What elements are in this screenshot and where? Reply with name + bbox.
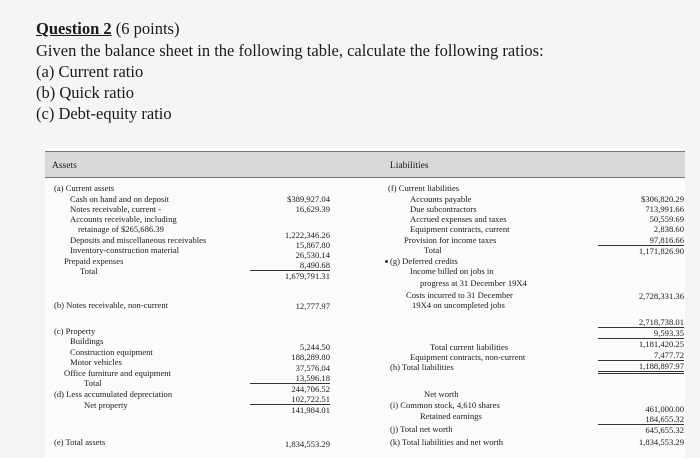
retainage-label: retainage of $265,686.39 — [78, 224, 164, 234]
net-property-value: 141,984.01 — [291, 405, 330, 415]
cash-value: $389,927.04 — [287, 194, 330, 204]
income-billed-label-2: progress at 31 December 19X4 — [420, 278, 527, 288]
total-net-worth-label: (j) Total net worth — [390, 424, 453, 434]
total-current-liabilities-label: Total current liabilities — [430, 342, 509, 352]
accrued-expenses-label: Accrued expenses and taxes — [410, 214, 507, 224]
construction-equipment-value: 5,244.50 — [299, 342, 330, 352]
total-assets-label: (e) Total assets — [54, 437, 106, 447]
question-prompt: Given the balance sheet in the following table, calculate the following ratios: — [36, 41, 544, 60]
property-total-value: 244,706.52 — [291, 384, 330, 394]
common-stock-label: (i) Common stock, 4,610 shares — [390, 400, 500, 410]
retained-earnings-label: Retained earnings — [420, 411, 482, 421]
total-liabilities-value: 1,188,897.97 — [598, 362, 684, 374]
prepaid-label: Prepaid expenses — [64, 256, 124, 266]
total-current-liabilities-value: 1,181,420.25 — [638, 339, 684, 349]
accounts-payable-value: $306,820.29 — [641, 194, 684, 204]
total-liabilities-net-worth-value: 1,834,553.29 — [638, 437, 684, 447]
deposits-label: Deposits and miscellaneous receivables — [70, 235, 207, 245]
assets-header: Assets — [52, 161, 77, 171]
question-points: (6 points) — [115, 19, 180, 38]
table-header-rule — [45, 177, 685, 178]
notes-receivable-label: Notes receivable, current - — [70, 204, 162, 214]
accounts-receivable-value: 1,222,346.26 — [284, 230, 330, 240]
current-assets-total-value: 1,679,791.31 — [284, 271, 330, 281]
accrued-expenses-value: 50,559.69 — [649, 214, 684, 224]
depreciation-label: (d) Less accumulated depreciation — [54, 389, 173, 399]
office-furniture-label: Office furniture and equipment — [64, 368, 171, 378]
inventory-label: Inventory-construction material — [70, 245, 180, 255]
ratio-item-debt-equity: (c) Debt-equity ratio — [36, 104, 172, 123]
retained-earnings-value: 184,655.32 — [598, 415, 684, 425]
ratio-item-quick: (b) Quick ratio — [36, 83, 135, 102]
inventory-value: 26,530.14 — [295, 250, 330, 260]
property-total-label: Total — [84, 378, 102, 388]
deferred-credits-title: (g) Deferred credits — [390, 256, 458, 266]
costs-incurred-label-2: 19X4 on uncompleted jobs — [412, 300, 505, 310]
deposits-value: 15,867.80 — [295, 240, 330, 250]
equipment-noncurrent-value: 7,477.72 — [598, 351, 684, 361]
motor-vehicles-label: Motor vehicles — [70, 357, 122, 367]
total-net-worth-value: 645,655.32 — [645, 425, 684, 435]
question-heading — [36, 19, 179, 39]
notes-noncurrent-value: 12,777.97 — [295, 301, 330, 311]
motor-vehicles-value: 188,289.80 — [291, 352, 330, 362]
costs-incurred-value: 2,718,738.01 — [598, 318, 684, 328]
due-subcontractors-value: 713,991.66 — [645, 204, 684, 214]
net-property-label: Net property — [84, 400, 128, 410]
current-liabilities-title: (f) Current liabilities — [388, 183, 460, 193]
ratio-item-current: (a) Current ratio — [36, 62, 144, 81]
construction-equipment-label: Construction equipment — [70, 347, 153, 357]
depreciation-value: 102,722.51 — [250, 395, 330, 405]
income-tax-provision-label: Provision for income taxes — [404, 235, 497, 245]
accounts-payable-label: Accounts payable — [410, 194, 472, 204]
cash-label: Cash on hand and on deposit — [70, 194, 170, 204]
total-liabilities-label: (h) Total liabilities — [390, 362, 454, 372]
notes-noncurrent-label: (b) Notes receivable, non-current — [54, 300, 169, 310]
question-title: Question 2 — [36, 19, 112, 38]
current-assets-total-label: Total — [80, 266, 98, 276]
buildings-label: Buildings — [70, 336, 104, 346]
common-stock-value: 461,000.00 — [645, 404, 684, 414]
income-tax-provision-value: 97,816.66 — [598, 236, 684, 246]
equipment-noncurrent-label: Equipment contracts, non-current — [410, 352, 526, 362]
office-furniture-value-2: 13,596.18 — [250, 374, 330, 384]
due-subcontractors-label: Due subcontractors — [410, 204, 477, 214]
total-assets-value: 1,834,553.29 — [284, 439, 330, 449]
prepaid-value: 8,490.68 — [250, 261, 330, 271]
income-billed-label: Income billed on jobs in — [410, 266, 494, 276]
office-furniture-value: 37,576.04 — [295, 363, 330, 373]
income-billed-value: 2,728,331.36 — [638, 291, 684, 301]
notes-receivable-value: 16,629.39 — [295, 204, 330, 214]
current-assets-title: (a) Current assets — [54, 183, 115, 193]
costs-incurred-label: Costs incurred to 31 December — [406, 290, 513, 300]
accounts-receivable-label: Accounts receivable, including — [70, 214, 177, 224]
current-liabilities-total-label: Total — [424, 245, 442, 255]
table-header-band — [45, 152, 685, 177]
equipment-contracts-label: Equipment contracts, current — [410, 224, 510, 234]
deferred-difference-value: 9,593.35 — [598, 329, 684, 339]
net-worth-title: Net worth — [424, 389, 459, 399]
property-title: (c) Property — [54, 326, 96, 336]
bullet-dot — [385, 260, 388, 263]
equipment-contracts-value: 2,838.60 — [653, 224, 684, 234]
current-liabilities-total-value: 1,171,826.90 — [638, 246, 684, 256]
total-liabilities-net-worth-label: (k) Total liabilities and net worth — [390, 437, 504, 447]
liabilities-header: Liabilities — [390, 161, 429, 171]
